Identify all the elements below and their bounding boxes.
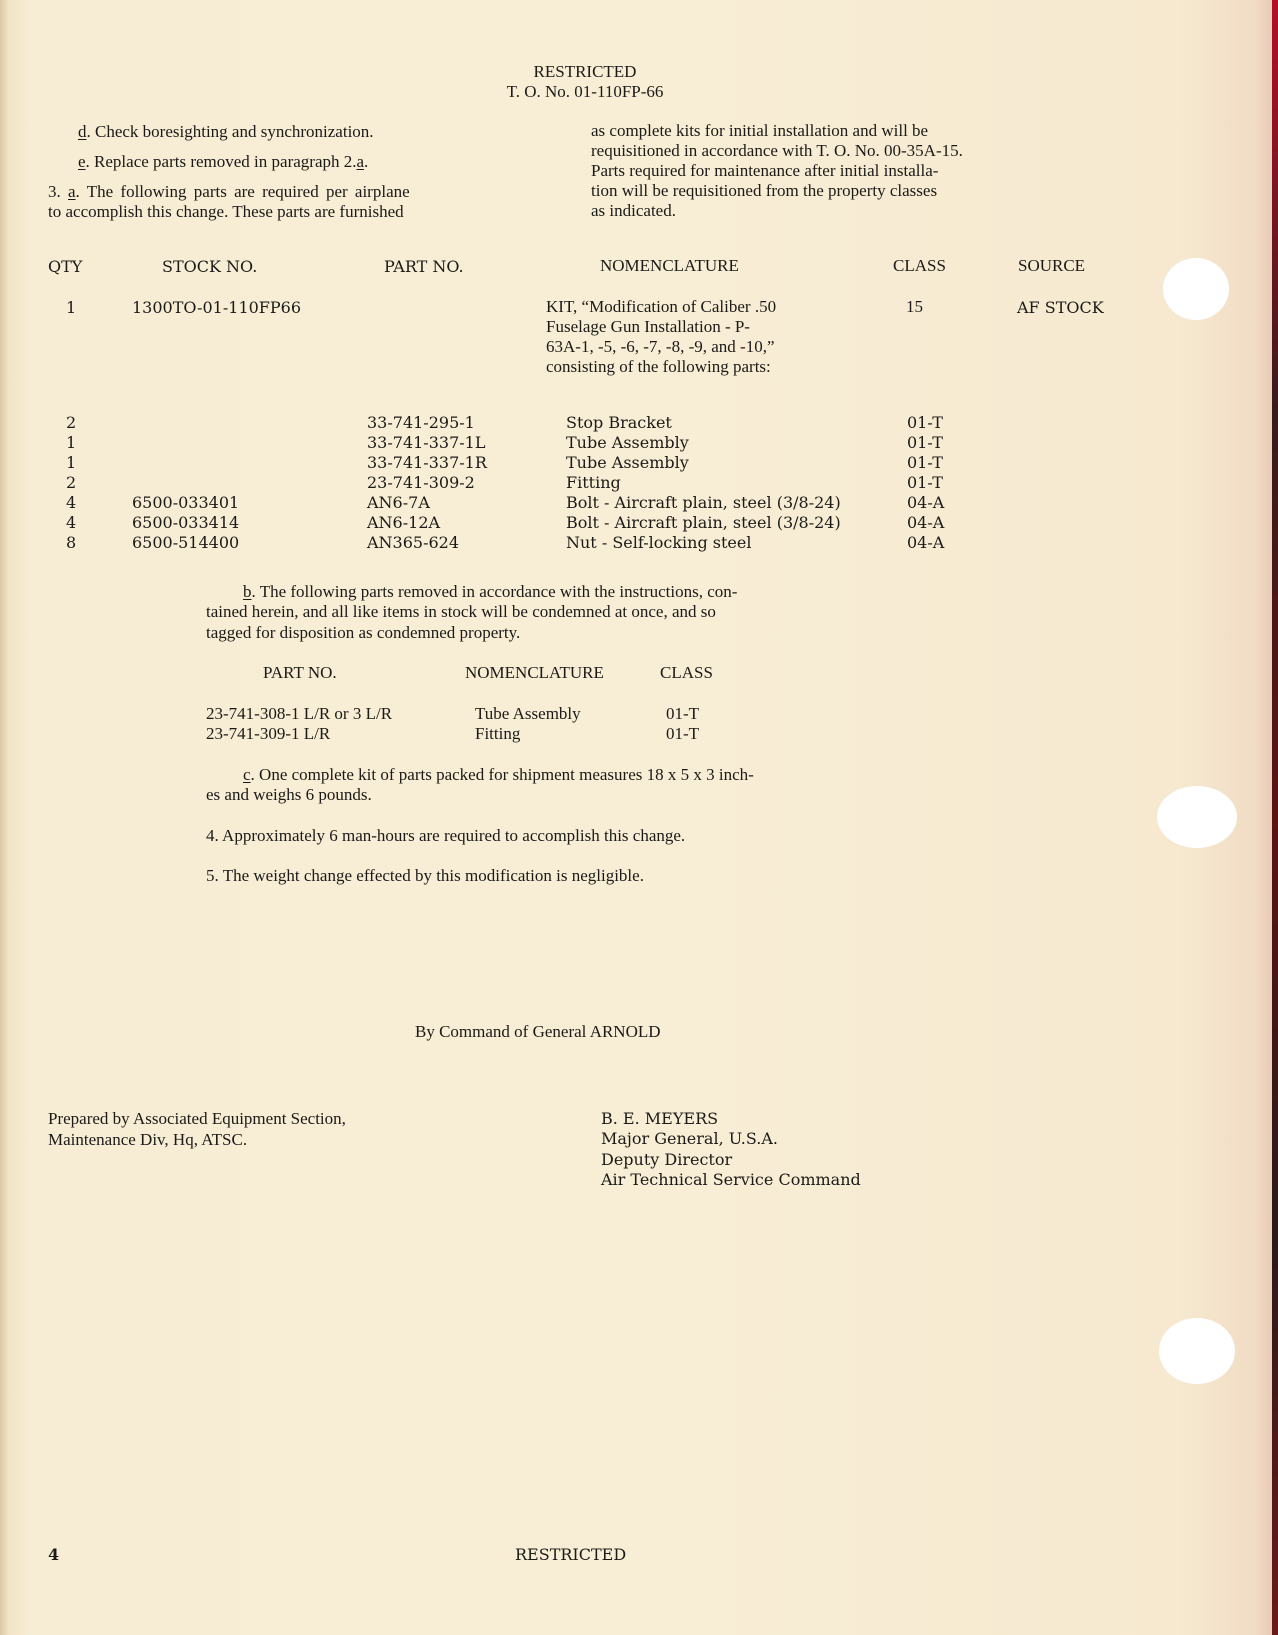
signatory-title: Deputy Director <box>601 1150 733 1169</box>
row-qty: 1 <box>66 453 77 472</box>
paragraph-3a-right-line: Parts required for maintenance after initial installa- <box>591 161 939 180</box>
punch-hole-middle <box>1157 786 1237 848</box>
paragraph-3a-right-line: requisitioned in accordance with T. O. No. 00-35A-15. <box>591 141 963 160</box>
signatory-command: Air Technical Service Command <box>601 1170 861 1189</box>
paragraph-2e: e. Replace parts removed in paragraph 2.a. <box>78 152 369 171</box>
paragraph-3a-line-1: 3. a. The following parts are required per airplane <box>48 182 410 201</box>
paragraph-3c-line-2: es and weighs 6 pounds. <box>206 785 372 804</box>
command-line: By Command of General ARNOLD <box>415 1022 661 1041</box>
row-stock-no: 6500-033401 <box>132 493 240 512</box>
row-stock-no: 6500-514400 <box>132 533 240 552</box>
paragraph-3c-line-1: c. One complete kit of parts packed for shipment measures 18 x 5 x 3 inch- <box>243 765 754 784</box>
header-to-number: T. O. No. 01-110FP-66 <box>506 82 664 101</box>
header-stock-no: STOCK NO. <box>162 257 258 276</box>
kit-stock-no: 1300TO-01-110FP66 <box>132 298 302 317</box>
row-nomenclature: Fitting <box>475 724 521 743</box>
kit-source: AF STOCK <box>1017 298 1104 317</box>
header-part-no: PART NO. <box>263 663 337 682</box>
paragraph-3a-line-2: to accomplish this change. These parts are furnished <box>48 202 404 221</box>
row-nomenclature: Nut - Self-locking steel <box>566 533 752 552</box>
page-right-binding-edge <box>1272 0 1278 1635</box>
kit-nomenclature-line: KIT, “Modification of Caliber .50 <box>546 297 777 316</box>
row-part-no: 23-741-308-1 L/R or 3 L/R <box>206 704 393 723</box>
header-part-no: PART NO. <box>384 257 464 276</box>
row-qty: 2 <box>66 473 77 492</box>
row-qty: 8 <box>66 533 77 552</box>
row-part-no: 33-741-337-1R <box>367 453 487 472</box>
row-part-no: AN6-12A <box>367 513 441 532</box>
row-qty: 2 <box>66 413 77 432</box>
signatory-name: B. E. MEYERS <box>601 1109 719 1128</box>
item-label: e <box>78 152 86 171</box>
row-nomenclature: Fitting <box>566 473 621 492</box>
header-source: SOURCE <box>1018 256 1086 275</box>
row-nomenclature: Bolt - Aircraft plain, steel (3/8-24) <box>566 513 841 532</box>
row-nomenclature: Tube Assembly <box>566 433 689 452</box>
footer-classification: RESTRICTED <box>515 1545 627 1564</box>
prepared-by-line: Prepared by Associated Equipment Section, <box>48 1109 346 1128</box>
row-class: 01-T <box>907 433 943 452</box>
paragraph-3a-right-line: as complete kits for initial installation and will be <box>591 121 929 140</box>
row-class: 04-A <box>907 493 945 512</box>
kit-nomenclature-line: 63A-1, -5, -6, -7, -8, -9, and -10,” <box>546 337 775 356</box>
row-part-no: 33-741-295-1 <box>367 413 475 432</box>
kit-nomenclature-line: Fuselage Gun Installation - P- <box>546 317 750 336</box>
paragraph-3b-line-1: b. The following parts removed in accordance with the instructions, con- <box>243 582 738 601</box>
paragraph-3a-right-line: as indicated. <box>591 201 676 220</box>
item-label: d <box>78 122 87 141</box>
kit-class: 15 <box>906 297 923 316</box>
row-class: 01-T <box>666 704 700 723</box>
row-class: 01-T <box>907 473 943 492</box>
item-ref: a <box>356 152 365 171</box>
item-text: . Replace parts removed in paragraph 2. <box>85 152 357 171</box>
row-part-no: AN365-624 <box>367 533 460 552</box>
page-number: 4 <box>48 1545 60 1564</box>
header-classification: RESTRICTED <box>533 62 637 81</box>
row-class: 01-T <box>907 453 943 472</box>
row-nomenclature: Stop Bracket <box>566 413 672 432</box>
header-qty: QTY <box>48 257 83 276</box>
row-class: 01-T <box>666 724 700 743</box>
row-qty: 4 <box>66 493 77 512</box>
kit-qty: 1 <box>66 298 77 317</box>
row-class: 04-A <box>907 513 945 532</box>
page-left-edge <box>0 0 8 1635</box>
punch-hole-top <box>1163 258 1229 320</box>
paragraph-2d <box>78 122 374 142</box>
row-part-no: 23-741-309-2 <box>367 473 475 492</box>
row-part-no: AN6-7A <box>367 493 430 512</box>
paragraph-3b-line-3: tagged for disposition as condemned property. <box>206 623 521 642</box>
row-qty: 1 <box>66 433 77 452</box>
row-nomenclature: Tube Assembly <box>566 453 689 472</box>
row-class: 04-A <box>907 533 945 552</box>
header-nomenclature: NOMENCLATURE <box>600 256 739 275</box>
header-class: CLASS <box>893 256 946 275</box>
header-class: CLASS <box>660 663 713 682</box>
paragraph-3a-right-line: tion will be requisitioned from the property classes <box>591 181 938 200</box>
item-text: . Check boresighting and synchronization. <box>86 122 374 141</box>
row-qty: 4 <box>66 513 77 532</box>
signatory-rank: Major General, U.S.A. <box>601 1129 778 1148</box>
row-part-no: 33-741-337-1L <box>367 433 486 452</box>
header-nomenclature: NOMENCLATURE <box>465 663 604 682</box>
punch-hole-bottom <box>1159 1318 1235 1384</box>
row-stock-no: 6500-033414 <box>132 513 240 532</box>
row-nomenclature: Bolt - Aircraft plain, steel (3/8-24) <box>566 493 841 512</box>
paragraph-3b-line-2: tained herein, and all like items in stock will be condemned at once, and so <box>206 602 716 621</box>
row-class: 01-T <box>907 413 943 432</box>
row-nomenclature: Tube Assembly <box>475 704 581 723</box>
row-part-no: 23-741-309-1 L/R <box>206 724 331 743</box>
kit-nomenclature-line: consisting of the following parts: <box>546 357 771 376</box>
prepared-by-line: Maintenance Div, Hq, ATSC. <box>48 1130 248 1149</box>
paragraph-5: 5. The weight change effected by this modification is negligible. <box>206 866 644 885</box>
paragraph-4: 4. Approximately 6 man-hours are required to accomplish this change. <box>206 826 686 845</box>
